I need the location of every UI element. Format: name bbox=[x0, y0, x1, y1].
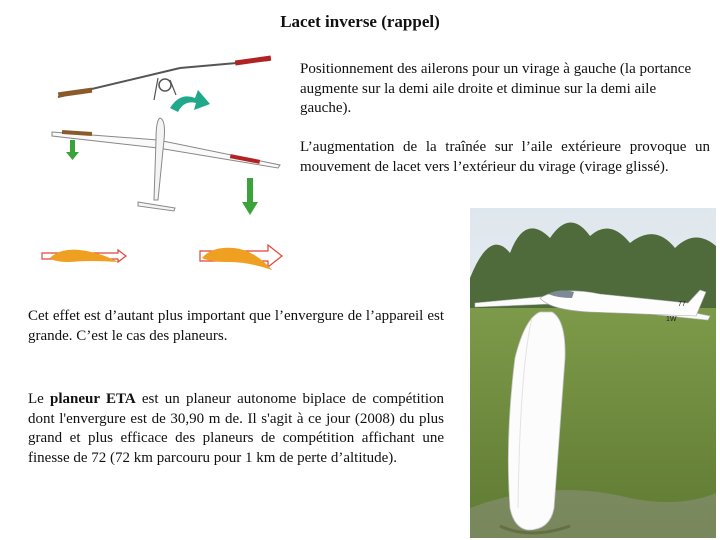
paragraph-drag-yaw: L’augmentation de la traînée sur l’aile extérieure provoque un mouvement de lacet vers l’extérieur du virage (virage glissé). bbox=[300, 139, 710, 175]
airfoil-left-section bbox=[42, 250, 126, 262]
fuselage-marking: 1W bbox=[666, 316, 677, 323]
banked-glider-illustration bbox=[58, 56, 271, 100]
eta-prefix: Le bbox=[28, 391, 51, 407]
lift-arrow-right-icon bbox=[242, 178, 258, 215]
eta-glider-photo bbox=[470, 208, 716, 538]
left-aileron-up bbox=[58, 88, 92, 98]
paragraph-eta-glider bbox=[28, 390, 444, 468]
paragraph-aileron-position: Positionnement des ailerons pour un virage à gauche (la portance augmente sur la demi aile droite et diminue sur la demi aile gauche). bbox=[300, 61, 692, 116]
tail-registration: 77 bbox=[678, 301, 686, 308]
page-title: Lacet inverse (rappel) bbox=[280, 12, 440, 31]
yaw-arrow-icon bbox=[170, 90, 210, 112]
lift-arrow-left-icon bbox=[66, 140, 79, 160]
paragraph-wingspan-effect: Cet effet est d’autant plus important que l’envergure de l’appareil est grande. C’est le cas des planeurs. bbox=[28, 308, 444, 344]
eta-description: est un planeur autonome biplace de compétition dont l'envergure est de 30,90 m de. Il s'agit à ce jour (2008) du plus grand et plus efficace des planeurs de compétition affichant une finesse de 72 (72 km parcouru pour 1 km de perte d’altitude). bbox=[28, 391, 444, 466]
adverse-yaw-diagram bbox=[30, 40, 290, 285]
airfoil-right-section bbox=[200, 245, 282, 270]
right-aileron-down bbox=[235, 56, 271, 66]
glider-top-view bbox=[52, 118, 280, 211]
eta-glider-name: planeur ETA bbox=[50, 391, 136, 407]
